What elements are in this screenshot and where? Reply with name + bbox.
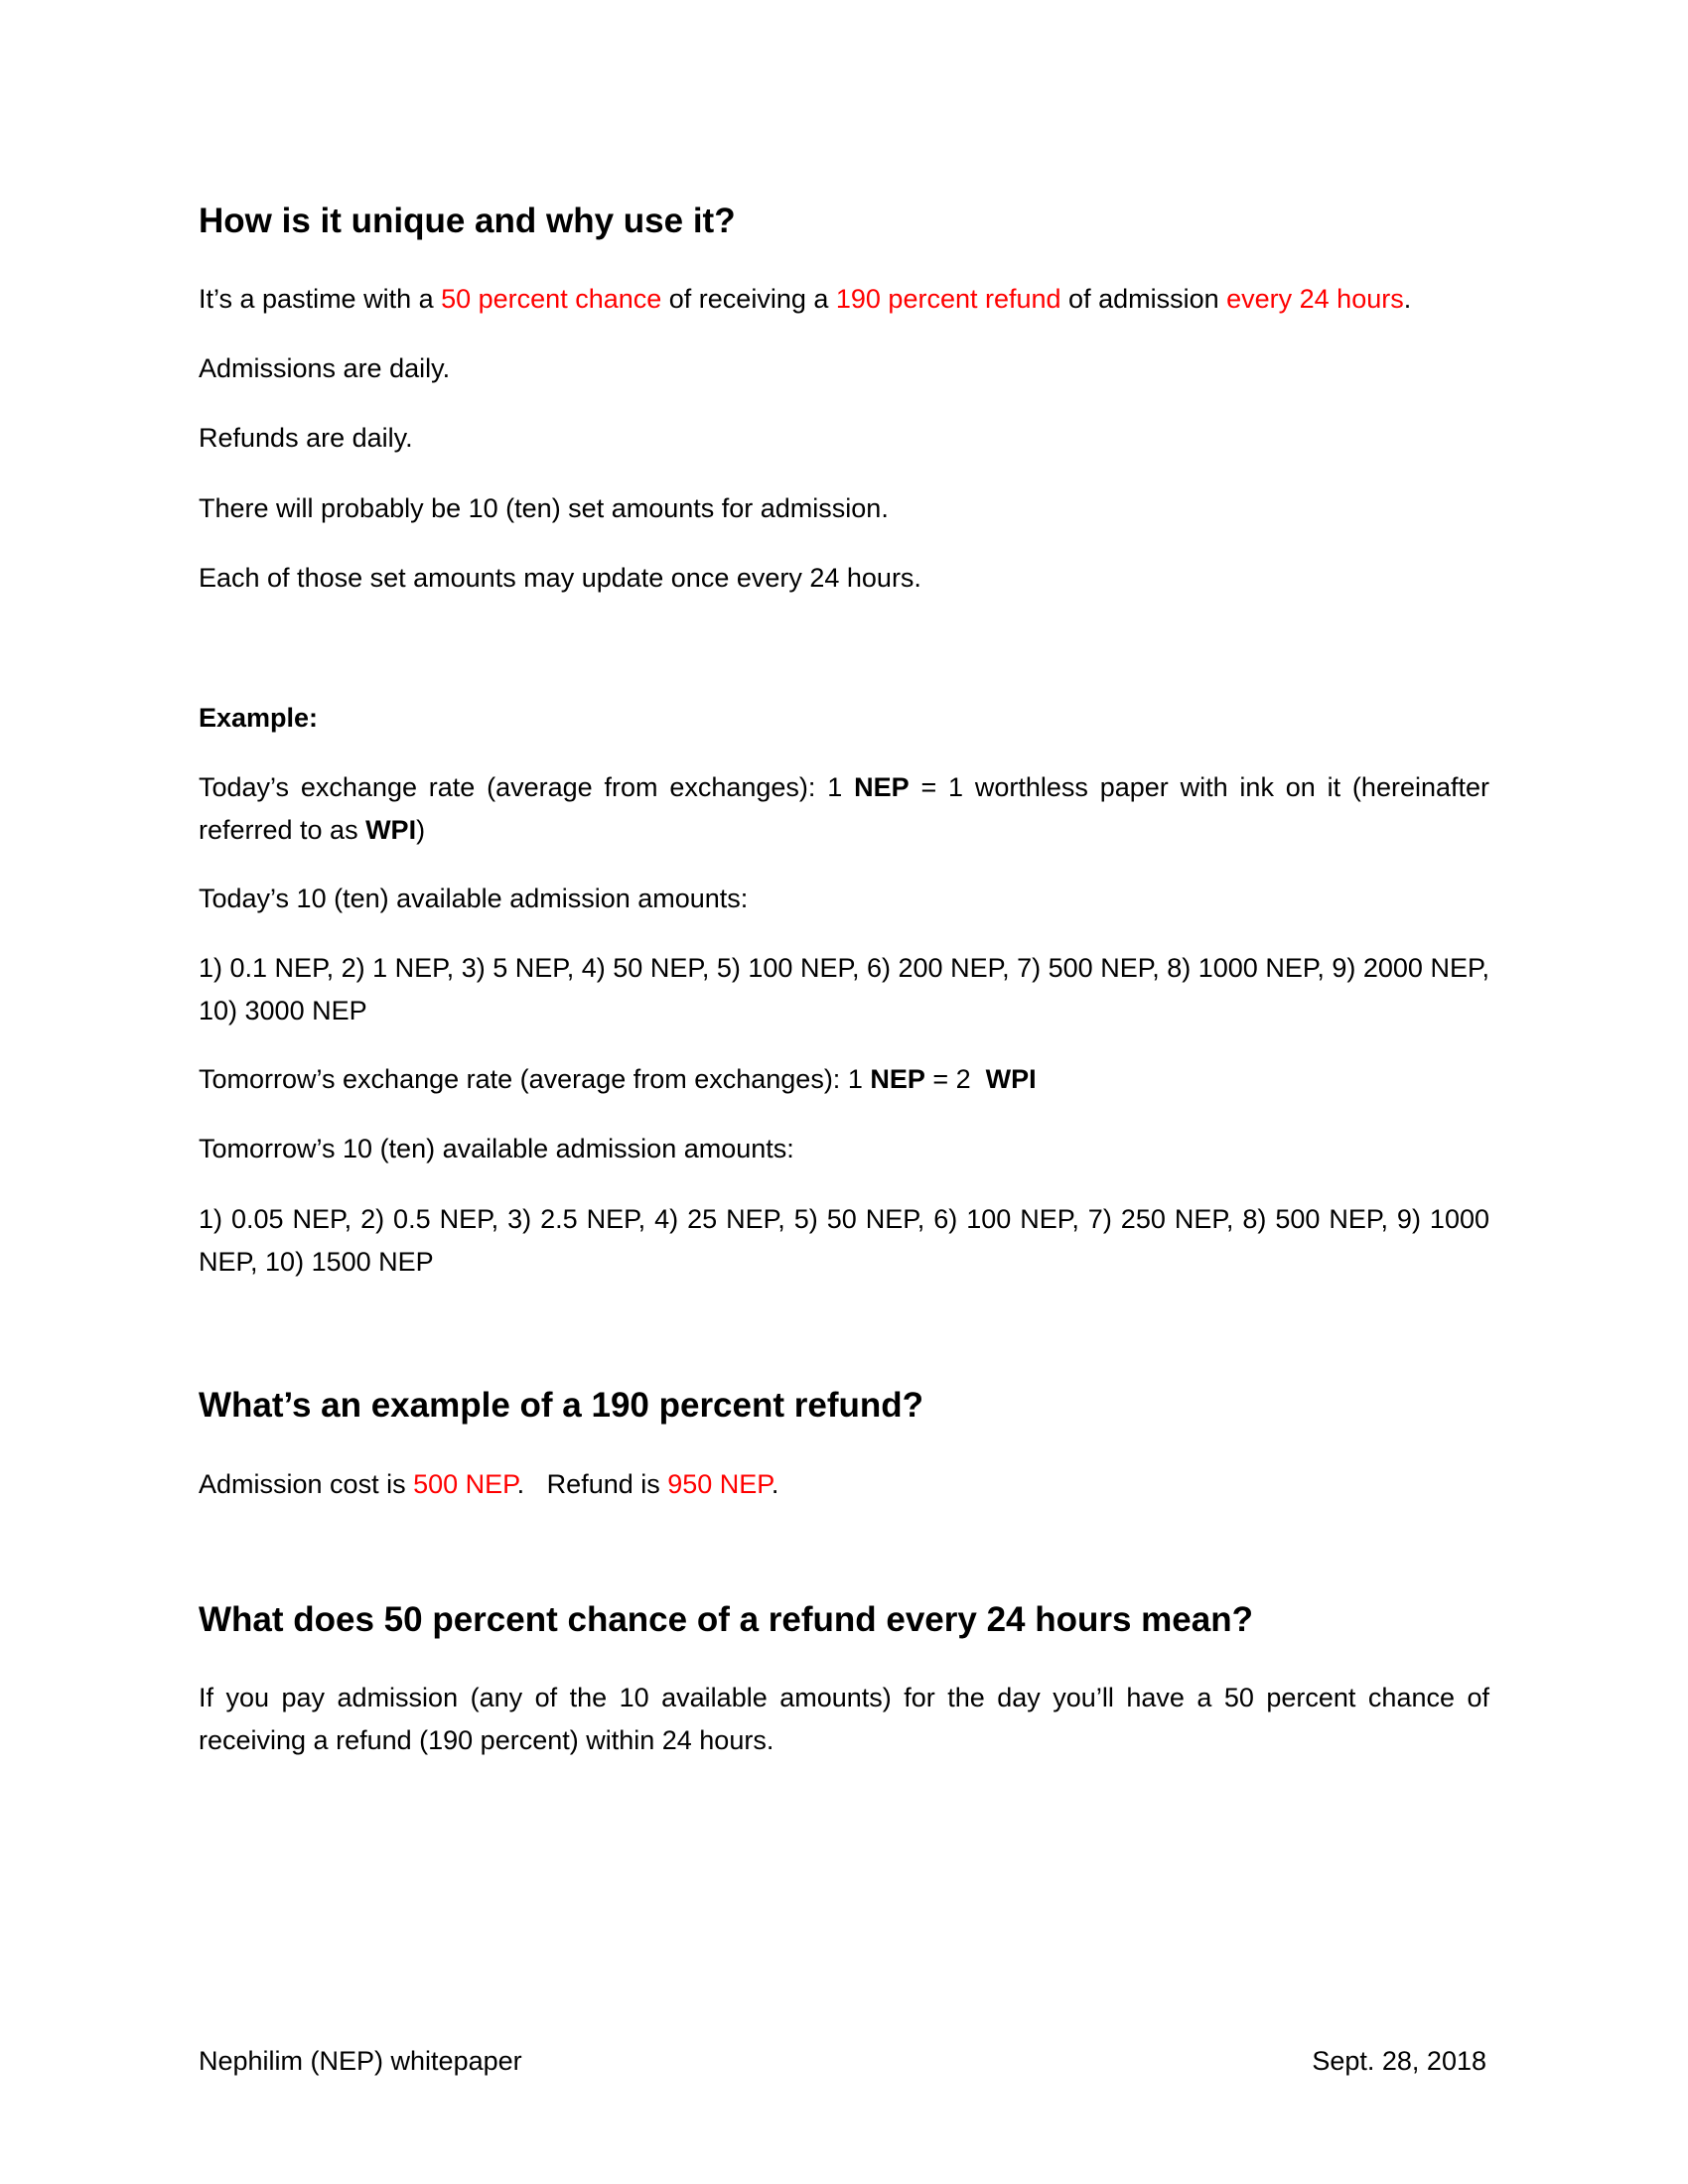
refund-text-3: . <box>771 1469 779 1499</box>
heading-unique: How is it unique and why use it? <box>199 202 736 240</box>
today-rate-wpi: WPI <box>365 815 417 845</box>
footer-date: Sept. 28, 2018 <box>1312 2046 1486 2076</box>
refund-value: 950 NEP <box>667 1469 772 1499</box>
highlight-190-refund: 190 percent refund <box>835 284 1061 314</box>
document-page <box>199 0 1489 2184</box>
tomorrow-rate-wpi: WPI <box>985 1064 1037 1094</box>
refunds-daily-line: Refunds are daily. <box>199 423 413 453</box>
today-amounts-list: 1) 0.1 NEP, 2) 1 NEP, 3) 5 NEP, 4) 50 NEP, 5) 100 NEP, 6) 200 NEP, 7) 500 NEP, 8) 1000 NEP, 9) 2000 NEP, 10) 3000 NEP <box>199 953 1489 1025</box>
refund-text-2: . Refund is <box>516 1469 668 1499</box>
tomorrow-rate-nep: NEP <box>870 1064 925 1094</box>
today-rate-paragraph <box>199 766 1489 852</box>
today-rate-nep: NEP <box>854 772 910 802</box>
tomorrow-amounts-list: 1) 0.05 NEP, 2) 0.5 NEP, 3) 2.5 NEP, 4) 25 NEP, 5) 50 NEP, 6) 100 NEP, 7) 250 NEP, 8) 500 NEP, 9) 1000 NEP, 10) 1500 NEP <box>199 1204 1489 1277</box>
intro-text-3: of admission <box>1060 284 1227 314</box>
intro-text-2: of receiving a <box>661 284 836 314</box>
footer-title: Nephilim (NEP) whitepaper <box>199 2046 522 2076</box>
today-rate-prefix: Today’s exchange rate (average from exchanges): 1 <box>199 772 855 802</box>
highlight-24-hours: every 24 hours <box>1226 284 1404 314</box>
admissions-daily-line: Admissions are daily. <box>199 353 451 383</box>
today-rate-suffix: ) <box>416 815 426 845</box>
intro-text-4: . <box>1403 284 1412 314</box>
highlight-50-percent: 50 percent chance <box>441 284 662 314</box>
tomorrow-rate-prefix: Tomorrow’s exchange rate (average from exchanges): 1 <box>199 1064 871 1094</box>
refund-text-1: Admission cost is <box>199 1469 414 1499</box>
set-amounts-line: There will probably be 10 (ten) set amounts for admission. <box>199 493 889 523</box>
today-rate-middle: = 1 worthless paper with ink on it (hereinafter referred to as <box>199 772 1490 845</box>
tomorrow-amounts-heading: Tomorrow’s 10 (ten) available admission amounts: <box>199 1134 794 1163</box>
heading-chance-meaning: What does 50 percent chance of a refund every 24 hours mean? <box>199 1600 1253 1639</box>
tomorrow-rate-middle: = 2 <box>924 1064 986 1094</box>
admission-cost-value: 500 NEP <box>413 1469 517 1499</box>
example-label: Example: <box>199 703 319 733</box>
chance-meaning-paragraph: If you pay admission (any of the 10 available amounts) for the day you’ll have a 50 percent chance of receiving a refund (190 percent) within 24 hours. <box>199 1683 1489 1755</box>
tomorrow-rate-paragraph <box>199 1058 1037 1101</box>
intro-text-1: It’s a pastime with a <box>199 284 442 314</box>
update-line: Each of those set amounts may update once every 24 hours. <box>199 563 921 593</box>
heading-refund-example: What’s an example of a 190 percent refund? <box>199 1386 924 1425</box>
refund-example-line <box>199 1463 778 1506</box>
intro-paragraph <box>199 278 1411 321</box>
today-amounts-heading: Today’s 10 (ten) available admission amounts: <box>199 884 749 913</box>
